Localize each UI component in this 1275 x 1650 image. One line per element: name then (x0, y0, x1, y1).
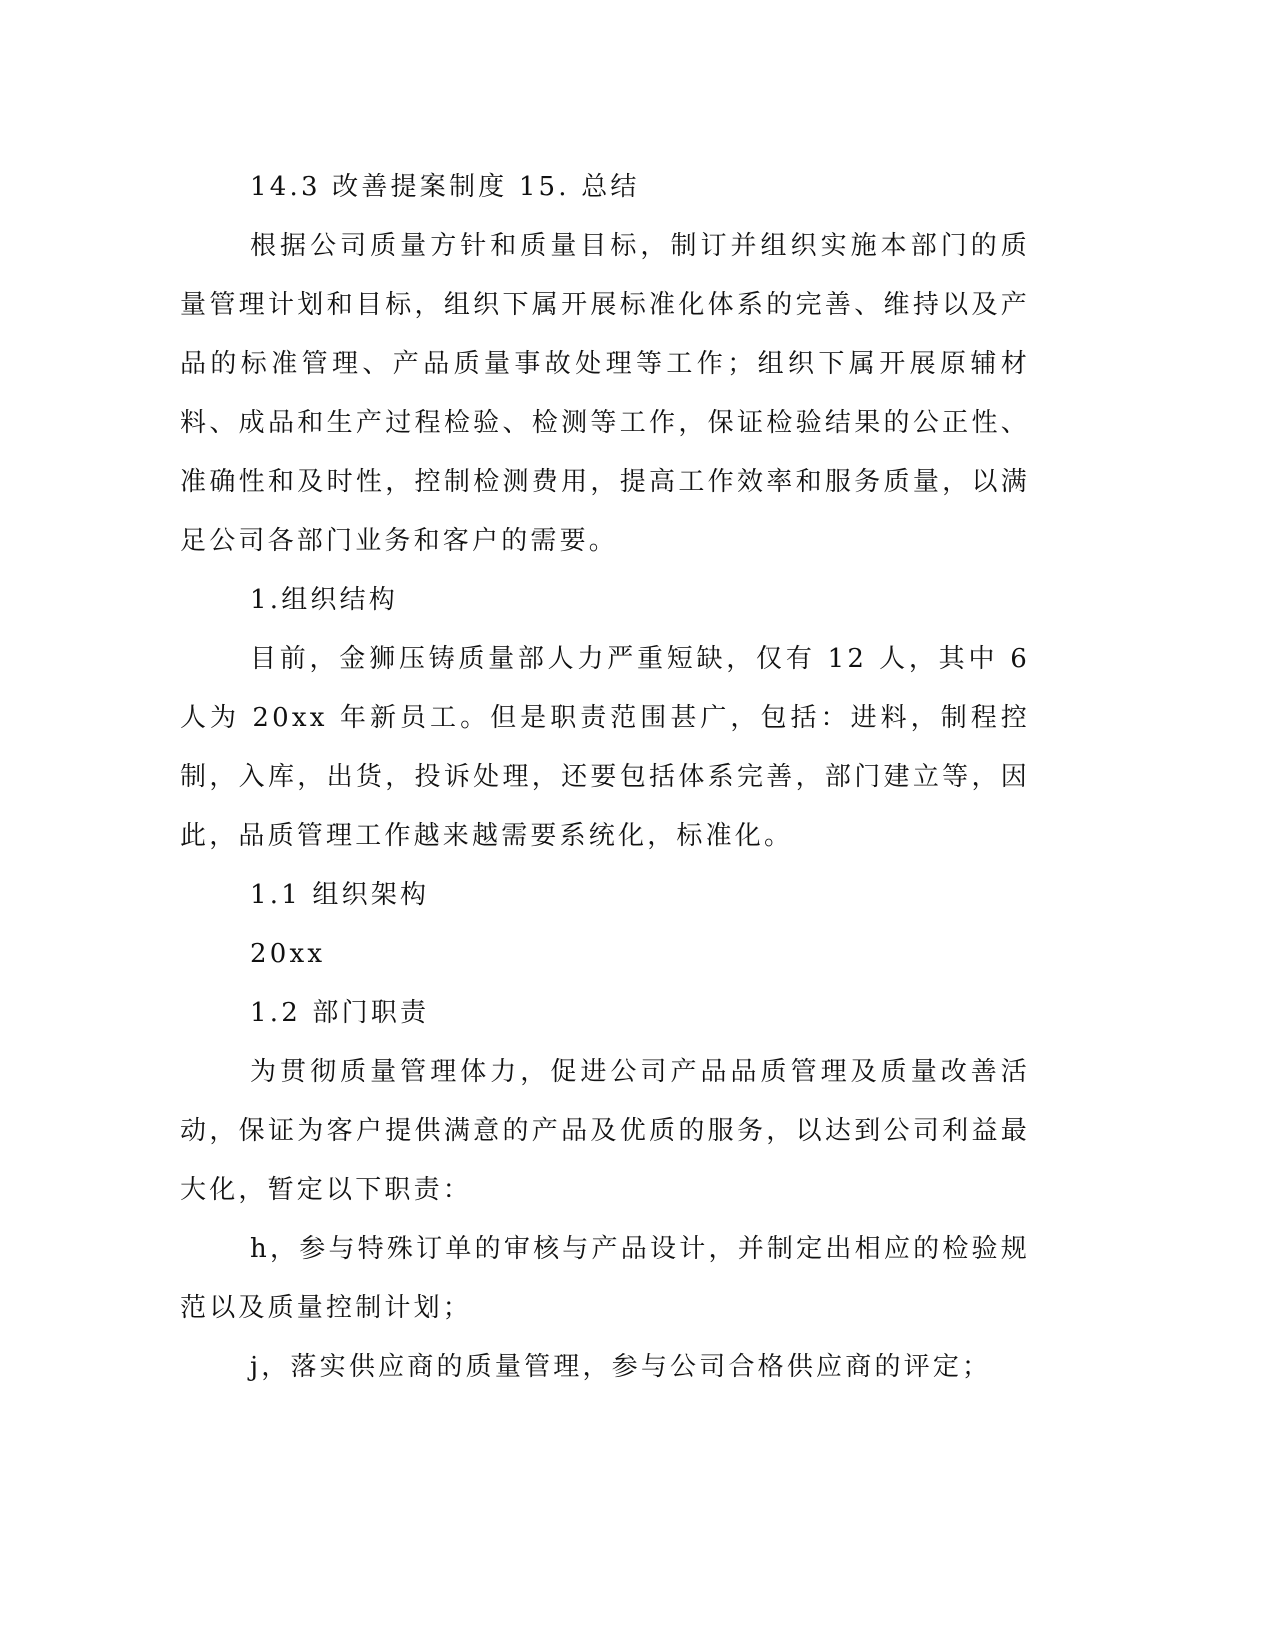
section-heading-1-1: 1.1 组织架构 (250, 880, 430, 910)
body-paragraph-duties-intro: 为贯彻质量管理体力，促进公司产品品质管理及质量改善活动，保证为客户提供满意的产品及优质的服务，以达到公司利益最大化，暂定以下职责： (180, 1057, 1030, 1205)
section-heading-1: 1.组织结构 (250, 585, 399, 615)
list-item-j: j，落实供应商的质量管理，参与公司合格供应商的评定； (250, 1352, 992, 1382)
body-paragraph-summary: 根据公司质量方针和质量目标，制订并组织实施本部门的质量管理计划和目标，组织下属开展标准化体系的完善、维持以及产品的标准管理、产品质量事故处理等工作；组织下属开展原辅材料、成品和生产过程检验、检测等工作，保证检验结果的公正性、准确性和及时性，控制检测费用，提高工作效率和服务质量，以满足公司各部门业务和客户的需要。 (180, 231, 1030, 556)
body-paragraph-year: 20xx (250, 939, 326, 969)
list-item-h: h，参与特殊订单的审核与产品设计，并制定出相应的检验规范以及质量控制计划； (180, 1234, 1030, 1323)
section-heading-14-3-15: 14.3 改善提案制度 15. 总结 (250, 172, 640, 202)
section-heading-1-2: 1.2 部门职责 (250, 998, 430, 1028)
body-paragraph-staffing: 目前，金狮压铸质量部人力严重短缺，仅有 12 人，其中 6 人为 20xx 年新员工。但是职责范围甚广，包括：进料，制程控制，入库，出货，投诉处理，还要包括体系完善，部门建立等，因此，品质管理工作越来越需要系统化，标准化。 (180, 644, 1030, 851)
document-body (180, 158, 1030, 1397)
